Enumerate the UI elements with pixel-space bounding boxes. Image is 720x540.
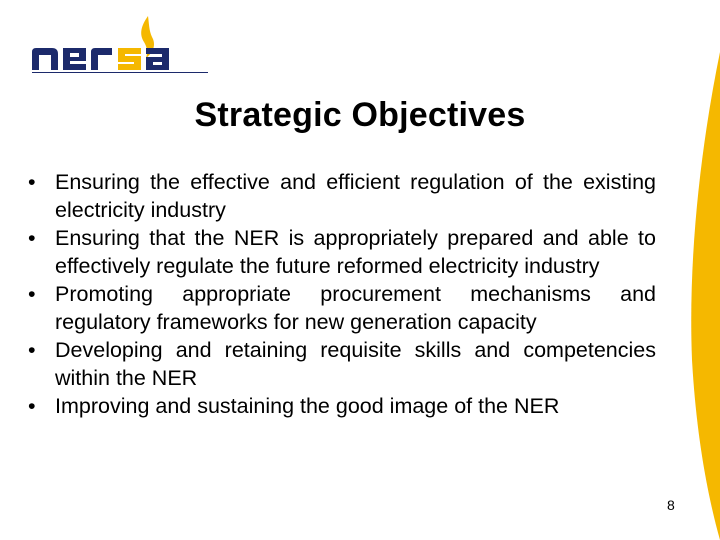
slide-title: Strategic Objectives: [194, 96, 526, 134]
list-item-text: Ensuring that the NER is appropriately prepared and able to effectively regulate the future reformed electricity industry: [55, 226, 656, 278]
bullet-icon: •: [28, 170, 36, 194]
list-item: [24, 392, 656, 420]
bullet-icon: •: [28, 394, 36, 418]
list-item: [24, 336, 656, 392]
nersa-logo: [28, 12, 214, 78]
bullet-icon: •: [28, 338, 36, 362]
list-item: [24, 280, 656, 336]
list-item: [24, 168, 656, 224]
list-item-text: Improving and sustaining the good image of the NER: [55, 394, 560, 418]
objectives-list: [24, 168, 656, 420]
list-item-text: Ensuring the effective and efficient regulation of the existing electricity industry: [55, 170, 656, 222]
bullet-icon: •: [28, 226, 36, 250]
list-item-text: Promoting appropriate procurement mechanisms and regulatory frameworks for new generation capacity: [55, 282, 656, 334]
list-item-text: Developing and retaining requisite skills and competencies within the NER: [55, 338, 656, 390]
list-item: [24, 224, 656, 280]
page-number: 8: [667, 497, 675, 513]
bullet-icon: •: [28, 282, 36, 306]
